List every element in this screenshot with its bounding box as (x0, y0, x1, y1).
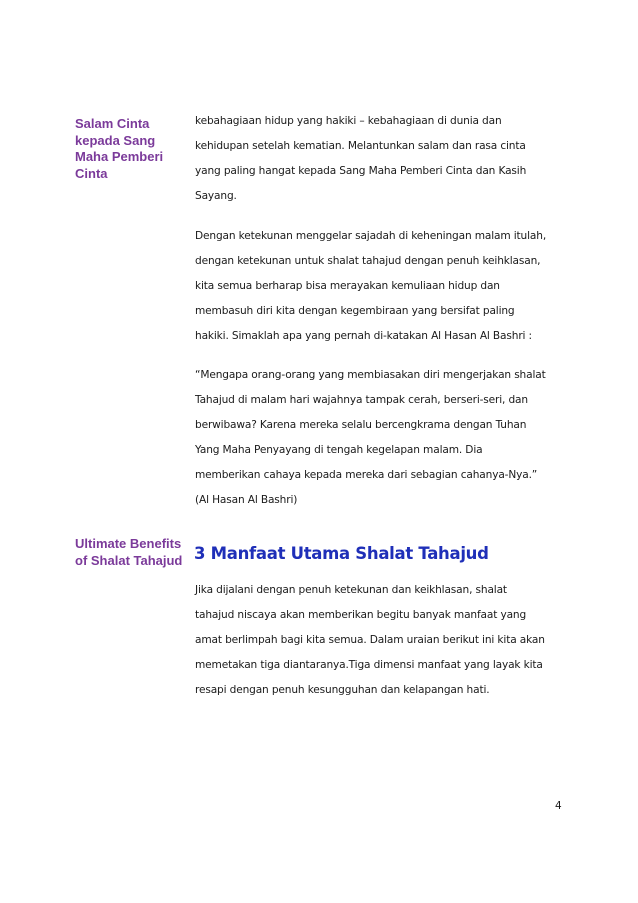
section-title: 3 Manfaat Utama Shalat Tahajud (194, 544, 489, 563)
side-heading-ultimate-benefits (75, 536, 185, 569)
side-heading-salam-cinta (75, 116, 180, 182)
side-heading-line: kepada Sang (75, 132, 156, 148)
side-heading-line: Salam Cinta (75, 116, 150, 131)
text-line: Sayang. (195, 190, 237, 202)
text-line: resapi dengan penuh kesungguhan dan kelapangan hati. (195, 684, 490, 696)
text-line: membasuh diri kita dengan kegembiraan yang bersifat paling (195, 305, 515, 317)
text-line: berwibawa? Karena mereka selalu bercengkrama dengan Tuhan (195, 419, 527, 431)
text-line: Dengan ketekunan menggelar sajadah di keheningan malam itulah, (195, 230, 547, 242)
text-line: kebahagiaan hidup yang hakiki – kebahagiaan di dunia dan (195, 115, 502, 127)
text-line: tahajud niscaya akan memberikan begitu banyak manfaat yang (195, 609, 527, 621)
text-line: Tahajud di malam hari wajahnya tampak cerah, berseri-seri, dan (195, 394, 528, 406)
text-line: Jika dijalani dengan penuh ketekunan dan keikhlasan, shalat (195, 584, 507, 596)
paragraph-1 (195, 109, 550, 209)
text-line: memetakan tiga diantaranya.Tiga dimensi manfaat yang layak kita (195, 659, 543, 671)
side-heading-line: Ultimate Benefits (75, 536, 182, 551)
text-line: memberikan cahaya kepada mereka dari sebagian cahanya-Nya.” (195, 469, 538, 481)
text-line: dengan ketekunan untuk shalat tahajud dengan penuh keihklasan, (195, 255, 541, 267)
text-line: kita semua berharap bisa merayakan kemuliaan hidup dan (195, 280, 500, 292)
text-line: hakiki. Simaklah apa yang pernah di-katakan Al Hasan Al Bashri : (195, 330, 532, 342)
text-line: Yang Maha Penyayang di tengah kegelapan malam. Dia (195, 444, 483, 456)
side-heading-line: of Shalat Tahajud (75, 552, 183, 568)
text-line: “Mengapa orang-orang yang membiasakan diri mengerjakan shalat (195, 369, 546, 381)
paragraph-2 (195, 224, 550, 349)
text-line: amat berlimpah bagi kita semua. Dalam uraian berikut ini kita akan (195, 634, 545, 646)
side-heading-line: Maha Pemberi (75, 149, 164, 164)
text-line: yang paling hangat kepada Sang Maha Pemberi Cinta dan Kasih (195, 165, 527, 177)
side-heading-line: Cinta (75, 165, 108, 181)
quote-paragraph (195, 363, 550, 513)
paragraph-4 (195, 578, 550, 703)
text-line: kehidupan setelah kematian. Melantunkan salam dan rasa cinta (195, 140, 526, 152)
page-number: 4 (555, 800, 562, 812)
text-line: (Al Hasan Al Bashri) (195, 494, 298, 506)
